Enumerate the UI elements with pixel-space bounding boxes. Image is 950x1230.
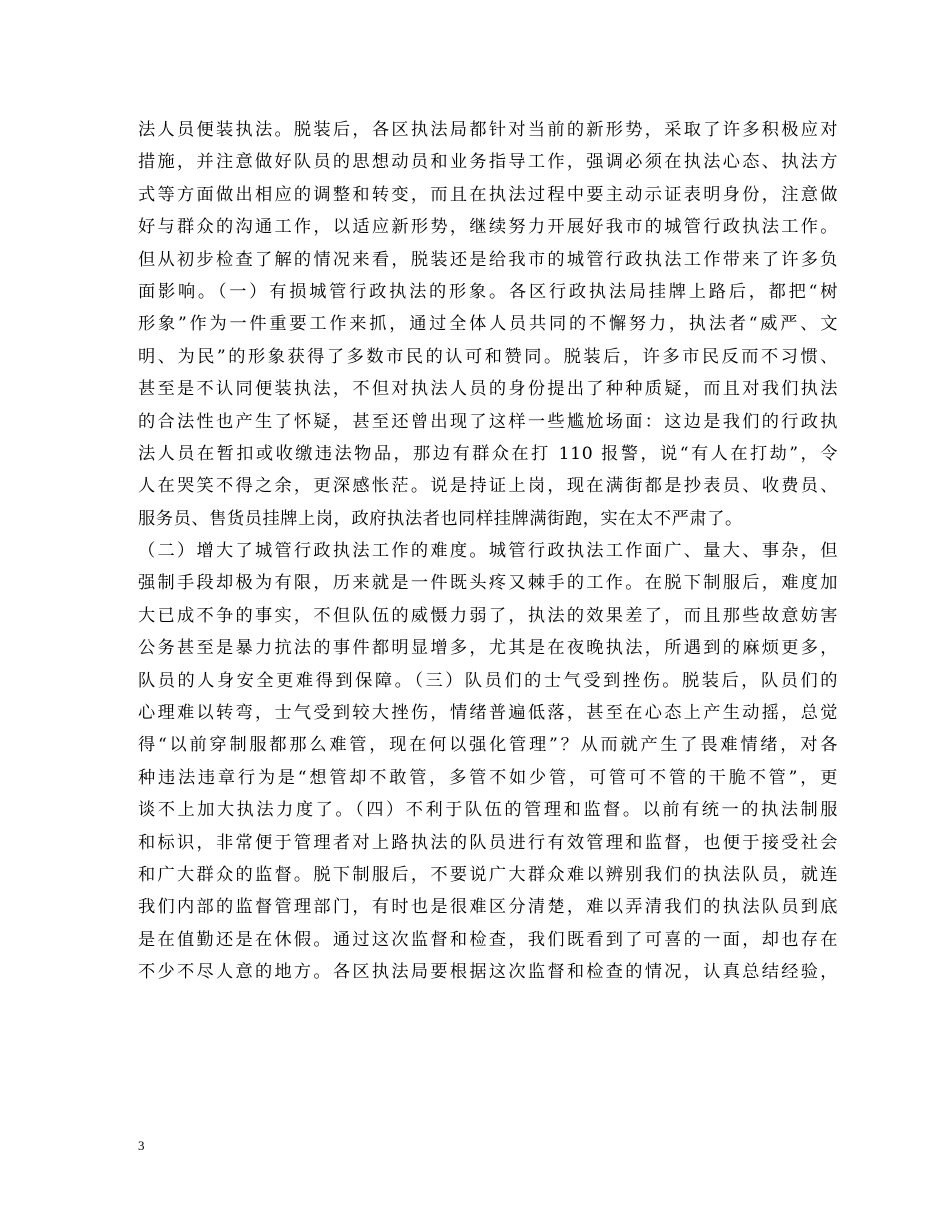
text-line: 形象”作为一件重要工作来抓，通过全体人员共同的不懈努力，执法者“威严、文	[138, 314, 838, 335]
text-line: 谈不上加大执法力度了。（四）不利于队伍的管理和监督。以前有统一的执法制服	[138, 800, 838, 821]
text-line: 我们内部的监督管理部门，有时也是很难区分清楚，难以弄清我们的执法队员到底	[138, 897, 838, 918]
text-line: 不少不尽人意的地方。各区执法局要根据这次监督和检查的情况，认真总结经验，	[138, 962, 838, 983]
text-line: 法人员便装执法。脱装后，各区执法局都针对当前的新形势，采取了许多积极应对	[138, 120, 838, 140]
text-line: 是在值勤还是在休假。通过这次监督和检查，我们既看到了可喜的一面，却也存在	[138, 929, 838, 950]
text-line: （二）增大了城管行政执法工作的难度。城管行政执法工作面广、量大、事杂，但	[138, 541, 838, 562]
text-line: 甚至是不认同便装执法，不但对执法人员的身份提出了种种质疑，而且对我们执法	[138, 379, 838, 400]
text-line: 式等方面做出相应的调整和转变，而且在执法过程中要主动示证表明身份，注意做	[138, 184, 838, 205]
text-line: 得“以前穿制服都那么难管，现在何以强化管理”？从而就产生了畏难情绪，对各	[138, 735, 838, 756]
text-line: 公务甚至是暴力抗法的事件都明显增多，尤其是在夜晚执法，所遇到的麻烦更多，	[138, 638, 838, 659]
text-line: 服务员、售货员挂牌上岗，政府执法者也同样挂牌满街跑，实在太不严肃了。	[138, 508, 743, 529]
body-text	[138, 114, 838, 989]
text-line: 人在哭笑不得之余，更深感怅茫。说是持证上岗，现在满街都是抄表员、收费员、	[138, 476, 838, 497]
text-line: 心理难以转弯，士气受到较大挫伤，情绪普遍低落，甚至在心态上产生动摇，总觉	[138, 703, 838, 724]
text-line: 但从初步检查了解的情况来看，脱装还是给我市的城管行政执法工作带来了许多负	[138, 249, 838, 270]
text-line: 和标识，非常便于管理者对上路执法的队员进行有效管理和监督，也便于接受社会	[138, 832, 838, 853]
page-number: 3	[138, 1138, 145, 1153]
text-line: 面影响。（一）有损城管行政执法的形象。各区行政执法局挂牌上路后，都把“树	[138, 281, 838, 302]
text-line: 队员的人身安全更难得到保障。（三）队员们的士气受到挫伤。脱装后，队员们的	[138, 670, 838, 691]
text-line: 法人员在暂扣或收缴违法物品，那边有群众在打 110 报警，说“有人在打劫”，令	[138, 443, 838, 464]
text-line: 强制手段却极为有限，历来就是一件既头疼又棘手的工作。在脱下制服后，难度加	[138, 573, 838, 594]
text-line: 种违法违章行为是“想管却不敢管，多管不如少管，可管可不管的干脆不管”，更	[138, 767, 838, 788]
text-line: 的合法性也产生了怀疑，甚至还曾出现了这样一些尴尬场面：这边是我们的行政执	[138, 411, 838, 432]
text-line: 明、为民”的形象获得了多数市民的认可和赞同。脱装后，许多市民反而不习惯、	[138, 346, 838, 367]
text-line: 大已成不争的事实，不但队伍的威慑力弱了，执法的效果差了，而且那些故意妨害	[138, 605, 838, 626]
text-line: 措施，并注意做好队员的思想动员和业务指导工作，强调必须在执法心态、执法方	[138, 152, 838, 173]
text-line: 和广大群众的监督。脱下制服后，不要说广大群众难以辨别我们的执法队员，就连	[138, 864, 838, 885]
text-line: 好与群众的沟通工作，以适应新形势，继续努力开展好我市的城管行政执法工作。	[138, 217, 838, 238]
